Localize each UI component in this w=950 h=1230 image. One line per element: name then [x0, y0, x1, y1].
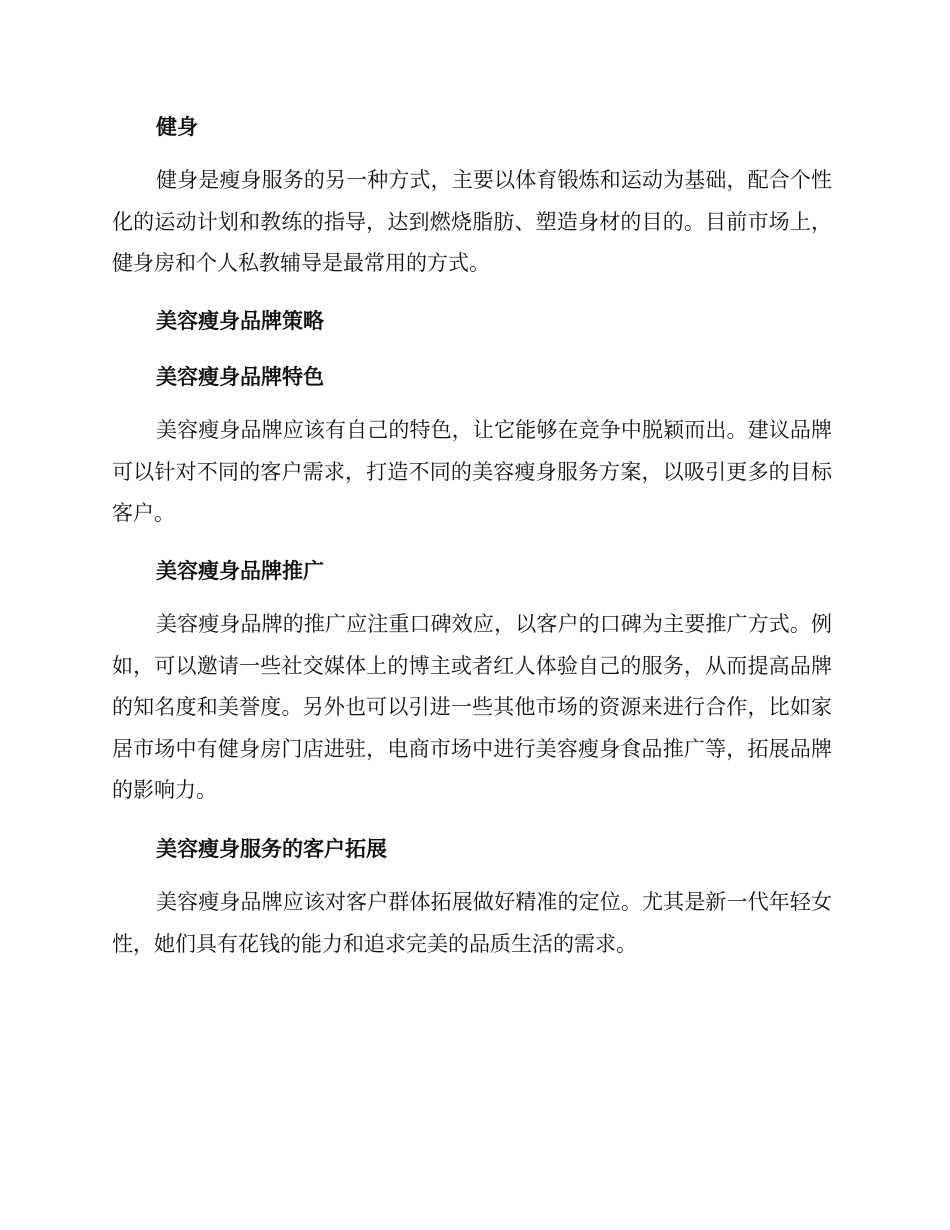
section-paragraph-brand-promotion: 美容瘦身品牌的推广应注重口碑效应，以客户的口碑为主要推广方式。例如，可以邀请一些社交媒体上的博主或者红人体验自己的服务，从而提高品牌的知名度和美誉度。另外也可以引进一些其他市场的资源来进行合作，比如家居市场中有健身房门店进驻，电商市场中进行美容瘦身食品推广等，拓展品牌的影响力。: [112, 612, 832, 802]
section-paragraph-brand-features: 美容瘦身品牌应该有自己的特色，让它能够在竞争中脱颖而出。建议品牌可以针对不同的客户需求，打造不同的美容瘦身服务方案，以吸引更多的目标客户。: [112, 418, 832, 525]
section-heading-customer-expansion: 美容瘦身服务的客户拓展: [156, 836, 387, 861]
section-heading-brand-features: 美容瘦身品牌特色: [156, 364, 324, 389]
section-heading-brand-strategy: 美容瘦身品牌策略: [156, 308, 324, 333]
section-heading-brand-promotion: 美容瘦身品牌推广: [156, 558, 324, 583]
section-paragraph-customer-expansion: 美容瘦身品牌应该对客户群体拓展做好精准的定位。尤其是新一代年轻女性，她们具有花钱的能力和追求完美的品质生活的需求。: [112, 890, 832, 956]
section-paragraph-fitness: 健身是瘦身服务的另一种方式，主要以体育锻炼和运动为基础，配合个性化的运动计划和教练的指导，达到燃烧脂肪、塑造身材的目的。目前市场上，健身房和个人私教辅导是最常用的方式。: [112, 168, 832, 275]
section-heading-fitness: 健身: [156, 114, 198, 139]
